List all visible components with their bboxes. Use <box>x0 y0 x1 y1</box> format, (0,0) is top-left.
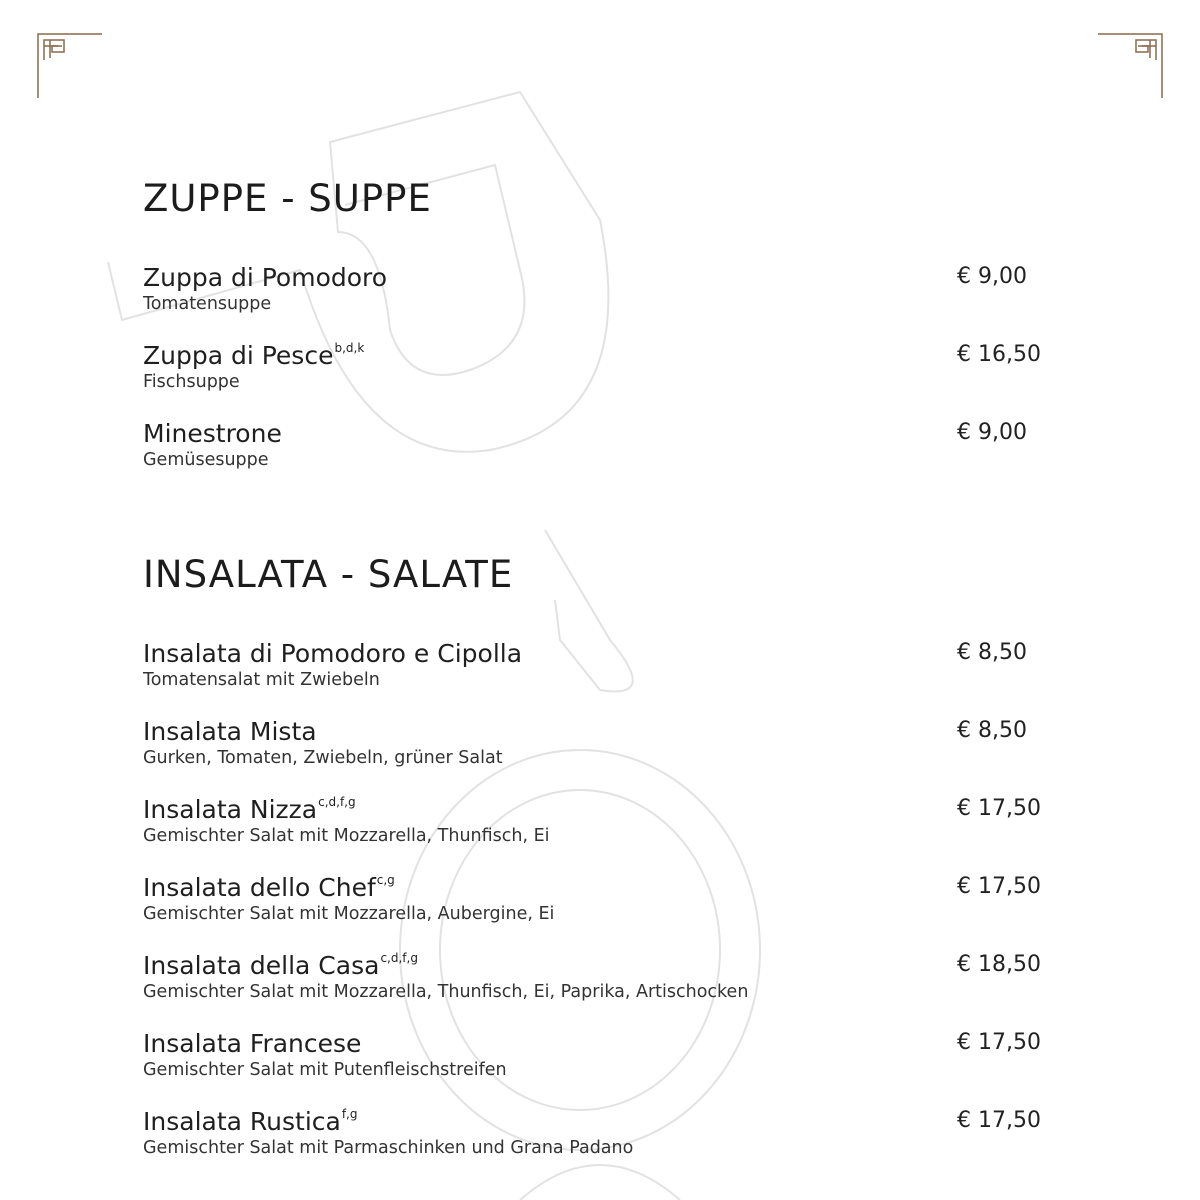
menu-item <box>143 419 1043 479</box>
item-name: Minestrone <box>143 419 282 448</box>
item-description: Gemüsesuppe <box>143 450 269 470</box>
item-name: Insalata Mista <box>143 717 317 746</box>
menu-item <box>143 639 1043 699</box>
item-description: Gemischter Salat mit Parmaschinken und Grana Padano <box>143 1138 634 1158</box>
item-price: € 9,00 <box>957 264 1027 289</box>
section-title-soups: ZUPPE - SUPPE <box>143 177 432 220</box>
item-price: € 9,00 <box>957 420 1027 445</box>
item-description: Fischsuppe <box>143 372 240 392</box>
item-name: Insalata Rustica$^{f,g}$ <box>143 1107 358 1136</box>
menu-item <box>143 1029 1043 1089</box>
allergen-codes: c,d,f,g <box>380 951 418 965</box>
item-description: Gemischter Salat mit Putenfleischstreifen <box>143 1060 507 1080</box>
item-price: € 18,50 <box>957 952 1041 977</box>
item-description: Gemischter Salat mit Mozzarella, Thunfisch, Ei, Paprika, Artischocken <box>143 982 749 1002</box>
item-name: Insalata Nizza$^{c,d,f,g}$ <box>143 795 356 824</box>
menu-item <box>143 951 1043 1011</box>
greek-key-corner-icon <box>36 32 104 100</box>
allergen-codes: b,d,k <box>334 341 365 355</box>
item-name: Insalata dello Chef$^{c,g}$ <box>143 873 395 902</box>
item-price: € 17,50 <box>957 1108 1041 1133</box>
item-name: Insalata Francese <box>143 1029 362 1058</box>
item-price: € 17,50 <box>957 874 1041 899</box>
item-description: Tomatensuppe <box>143 294 272 314</box>
item-name: Zuppa di Pomodoro <box>143 263 388 292</box>
menu-item <box>143 1107 1043 1167</box>
section-title-salads: INSALATA - SALATE <box>143 553 514 596</box>
item-name: Insalata di Pomodoro e Cipolla <box>143 639 523 668</box>
item-price: € 8,50 <box>957 640 1027 665</box>
item-name: Insalata della Casa$^{c,d,f,g}$ <box>143 951 418 980</box>
item-description: Tomatensalat mit Zwiebeln <box>143 670 380 690</box>
item-price: € 16,50 <box>957 342 1041 367</box>
menu-item <box>143 263 1043 323</box>
menu-item <box>143 341 1043 401</box>
item-description: Gemischter Salat mit Mozzarella, Aubergine, Ei <box>143 904 555 924</box>
item-price: € 17,50 <box>957 1030 1041 1055</box>
allergen-codes: f,g <box>341 1107 358 1121</box>
item-name: Zuppa di Pesce$^{b,d,k}$ <box>143 341 365 370</box>
menu-item <box>143 795 1043 855</box>
item-price: € 8,50 <box>957 718 1027 743</box>
greek-key-corner-icon <box>1096 32 1164 100</box>
item-description: Gurken, Tomaten, Zwiebeln, grüner Salat <box>143 748 503 768</box>
item-price: € 17,50 <box>957 796 1041 821</box>
menu-item <box>143 717 1043 777</box>
menu-item <box>143 873 1043 933</box>
item-description: Gemischter Salat mit Mozzarella, Thunfisch, Ei <box>143 826 550 846</box>
allergen-codes: c,d,f,g <box>318 795 356 809</box>
allergen-codes: c,g <box>376 873 395 887</box>
